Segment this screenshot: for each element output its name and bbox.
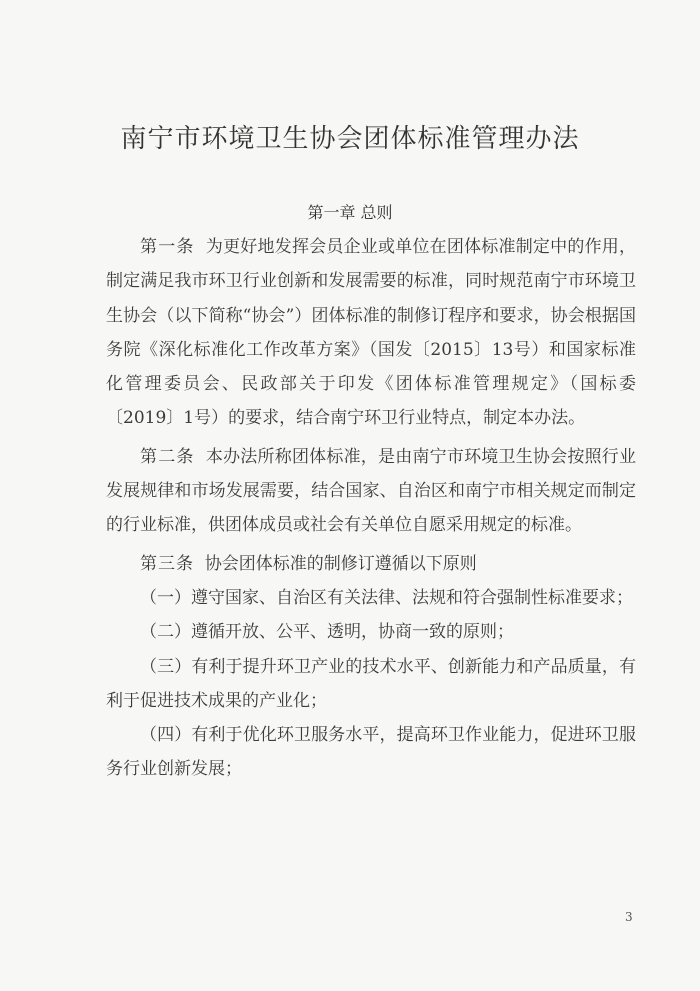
article-2: [106, 440, 636, 543]
article-label: 第一条: [140, 237, 195, 257]
list-item: （二）遵循开放、公平、透明，协商一致的原则；: [140, 622, 514, 643]
list-item: （三）有利于提升环卫产业的技术水平、创新能力和产品质量，有利于促进技术成果的产业化；: [106, 656, 636, 711]
chapter-heading: 第一章 总则: [307, 203, 393, 222]
document-title: 南宁市环境卫生协会团体标准管理办法: [120, 124, 580, 154]
article-text: 协会团体标准的制修订遵循以下原则: [204, 553, 477, 574]
article-text: 本办法所称团体标准，是由南宁市环境卫生协会按照行业发展规律和市场发展需要，结合国家、自治区和南宁市相关规定而制定的行业标准，供团体成员或社会有关单位自愿采用规定的标准。: [106, 446, 636, 536]
list-item: （四）有利于优化环卫服务水平，提高环卫作业能力，促进环卫服务行业创新发展；: [106, 725, 636, 780]
page-number: 3: [625, 910, 633, 924]
article-label: 第二条: [140, 446, 195, 467]
article-1: [106, 230, 636, 436]
document-body: [106, 230, 636, 787]
list-item: （一）遵守国家、自治区有关法律、法规和符合强制性标准要求；: [140, 587, 633, 608]
article-text: 为更好地发挥会员企业或单位在团体标准制定中的作用，制定满足我市环卫行业创新和发展需要的标准，同时规范南宁市环境卫生协会（以下简称“协会”）团体标准的制修订程序和要求，协会根据国务院《深化标准化工作改革方案》（国发〔2015〕13号）和国家标准化管理委员会、民政部关于印发《团体标准管理规定》（国标委〔2019〕1号）的要求，结合南宁环卫行业特点，制定本办法。: [106, 237, 636, 429]
article-label: 第三条: [140, 553, 194, 574]
article-3: [106, 547, 636, 581]
